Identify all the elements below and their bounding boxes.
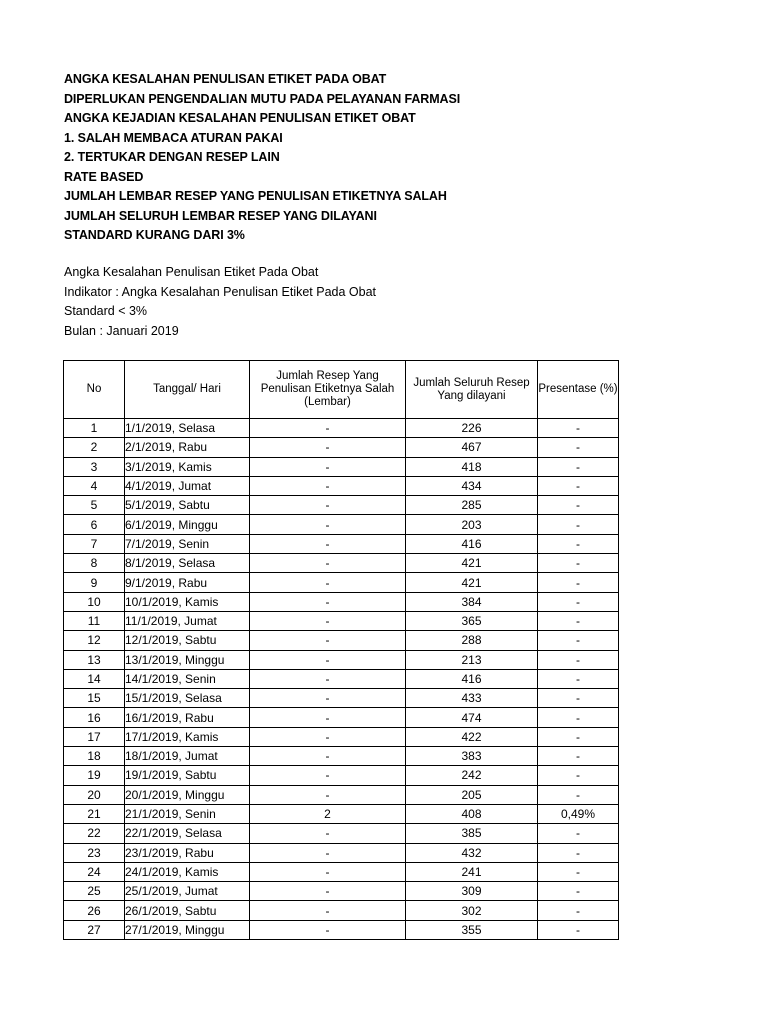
cell-no: 15 [64,689,125,708]
table-row [64,882,619,901]
cell-tanggal: 9/1/2019, Rabu [125,573,250,592]
cell-tanggal: 17/1/2019, Kamis [125,727,250,746]
cell-presentase: - [538,476,619,495]
table-row [64,573,619,592]
cell-jumlah-salah: - [250,824,406,843]
cell-jumlah-salah: - [250,785,406,804]
cell-presentase: - [538,901,619,920]
cell-no: 18 [64,747,125,766]
cell-jumlah-total: 285 [406,496,538,515]
info-title: Angka Kesalahan Penulisan Etiket Pada Obat [64,265,319,279]
cell-tanggal: 18/1/2019, Jumat [125,747,250,766]
cell-presentase: - [538,766,619,785]
cell-jumlah-total: 309 [406,882,538,901]
cell-no: 2 [64,438,125,457]
table-row [64,611,619,630]
cell-presentase: 0,49% [538,804,619,823]
table-row [64,747,619,766]
table-body [64,419,619,940]
cell-presentase: - [538,747,619,766]
table-row [64,824,619,843]
cell-tanggal: 12/1/2019, Sabtu [125,631,250,650]
cell-no: 11 [64,611,125,630]
cell-no: 26 [64,901,125,920]
cell-presentase: - [538,573,619,592]
header-title: ANGKA KESALAHAN PENULISAN ETIKET PADA OBAT [64,72,387,86]
report-header [64,70,460,246]
cell-presentase: - [538,882,619,901]
cell-no: 27 [64,920,125,939]
cell-no: 16 [64,708,125,727]
cell-jumlah-salah: - [250,438,406,457]
cell-jumlah-total: 302 [406,901,538,920]
table-row [64,669,619,688]
cell-presentase: - [538,457,619,476]
cell-jumlah-total: 213 [406,650,538,669]
cell-tanggal: 21/1/2019, Senin [125,804,250,823]
cell-no: 3 [64,457,125,476]
cell-jumlah-total: 474 [406,708,538,727]
cell-presentase: - [538,611,619,630]
table-row [64,554,619,573]
cell-no: 6 [64,515,125,534]
cell-jumlah-salah: - [250,515,406,534]
cell-jumlah-total: 467 [406,438,538,457]
cell-presentase: - [538,727,619,746]
table-row [64,766,619,785]
table-row [64,804,619,823]
cell-presentase: - [538,631,619,650]
table-row [64,920,619,939]
cell-no: 20 [64,785,125,804]
cell-tanggal: 6/1/2019, Minggu [125,515,250,534]
info-indikator: Indikator : Angka Kesalahan Penulisan Etiket Pada Obat [64,284,377,299]
cell-jumlah-total: 203 [406,515,538,534]
table-row [64,438,619,457]
cell-no: 5 [64,496,125,515]
cell-jumlah-salah: - [250,747,406,766]
cell-no: 24 [64,862,125,881]
header-jumlah-total: Jumlah Seluruh Resep Yang dilayani [406,361,538,419]
cell-tanggal: 19/1/2019, Sabtu [125,766,250,785]
cell-tanggal: 13/1/2019, Minggu [125,650,250,669]
cell-no: 25 [64,882,125,901]
cell-tanggal: 15/1/2019, Selasa [125,689,250,708]
header-line-6: RATE BASED [64,169,144,184]
cell-tanggal: 4/1/2019, Jumat [125,476,250,495]
cell-jumlah-total: 226 [406,419,538,438]
cell-presentase: - [538,554,619,573]
cell-jumlah-total: 432 [406,843,538,862]
cell-presentase: - [538,438,619,457]
cell-tanggal: 2/1/2019, Rabu [125,438,250,457]
cell-jumlah-total: 433 [406,689,538,708]
cell-tanggal: 8/1/2019, Selasa [125,554,250,573]
cell-no: 8 [64,554,125,573]
header-line-2: DIPERLUKAN PENGENDALIAN MUTU PADA PELAYANAN FARMASI [64,91,461,106]
cell-presentase: - [538,785,619,804]
cell-no: 12 [64,631,125,650]
table-row [64,534,619,553]
header-line-9: STANDARD KURANG DARI 3% [64,228,245,242]
cell-jumlah-total: 241 [406,862,538,881]
cell-presentase: - [538,515,619,534]
cell-presentase: - [538,496,619,515]
cell-jumlah-total: 421 [406,554,538,573]
report-table [63,360,619,940]
cell-jumlah-salah: - [250,882,406,901]
indicator-info [64,263,376,341]
cell-jumlah-total: 355 [406,920,538,939]
cell-tanggal: 5/1/2019, Sabtu [125,496,250,515]
cell-no: 7 [64,534,125,553]
cell-jumlah-salah: - [250,708,406,727]
cell-presentase: - [538,650,619,669]
cell-jumlah-total: 418 [406,457,538,476]
cell-jumlah-total: 421 [406,573,538,592]
table-row [64,476,619,495]
cell-jumlah-salah: - [250,534,406,553]
header-jumlah-salah: Jumlah Resep Yang Penulisan Etiketnya Salah (Lembar) [250,361,406,419]
table-row [64,862,619,881]
cell-tanggal: 7/1/2019, Senin [125,534,250,553]
header-tanggal: Tanggal/ Hari [125,361,250,419]
cell-presentase: - [538,689,619,708]
table-row [64,457,619,476]
cell-presentase: - [538,669,619,688]
cell-jumlah-salah: - [250,901,406,920]
cell-jumlah-salah: - [250,843,406,862]
cell-presentase: - [538,592,619,611]
cell-tanggal: 16/1/2019, Rabu [125,708,250,727]
cell-jumlah-total: 365 [406,611,538,630]
cell-presentase: - [538,708,619,727]
cell-no: 9 [64,573,125,592]
cell-tanggal: 3/1/2019, Kamis [125,457,250,476]
cell-jumlah-salah: - [250,592,406,611]
cell-tanggal: 26/1/2019, Sabtu [125,901,250,920]
cell-jumlah-salah: - [250,920,406,939]
header-line-7: JUMLAH LEMBAR RESEP YANG PENULISAN ETIKETNYA SALAH [64,189,447,203]
cell-tanggal: 24/1/2019, Kamis [125,862,250,881]
table-row [64,631,619,650]
table-row [64,708,619,727]
cell-presentase: - [538,534,619,553]
table-row [64,592,619,611]
cell-jumlah-salah: - [250,727,406,746]
table-row [64,419,619,438]
info-standard: Standard < 3% [64,304,148,318]
cell-jumlah-salah: - [250,669,406,688]
cell-tanggal: 14/1/2019, Senin [125,669,250,688]
cell-jumlah-total: 242 [406,766,538,785]
cell-jumlah-total: 205 [406,785,538,804]
table-row [64,650,619,669]
cell-jumlah-salah: - [250,611,406,630]
cell-presentase: - [538,862,619,881]
header-line-8: JUMLAH SELURUH LEMBAR RESEP YANG DILAYANI [64,208,377,223]
table-row [64,689,619,708]
cell-jumlah-salah: - [250,554,406,573]
cell-jumlah-total: 384 [406,592,538,611]
cell-jumlah-total: 385 [406,824,538,843]
cell-jumlah-salah: - [250,631,406,650]
cell-no: 22 [64,824,125,843]
cell-jumlah-total: 288 [406,631,538,650]
cell-jumlah-total: 416 [406,669,538,688]
cell-no: 1 [64,419,125,438]
table-row [64,785,619,804]
cell-tanggal: 20/1/2019, Minggu [125,785,250,804]
table-row [64,727,619,746]
cell-presentase: - [538,419,619,438]
cell-tanggal: 23/1/2019, Rabu [125,843,250,862]
table-row [64,515,619,534]
cell-no: 14 [64,669,125,688]
cell-tanggal: 10/1/2019, Kamis [125,592,250,611]
header-presentase: Presentase (%) [538,361,619,419]
table-row [64,843,619,862]
cell-no: 21 [64,804,125,823]
cell-no: 17 [64,727,125,746]
cell-no: 19 [64,766,125,785]
cell-presentase: - [538,920,619,939]
header-line-5: 2. TERTUKAR DENGAN RESEP LAIN [64,150,280,164]
cell-jumlah-salah: - [250,689,406,708]
cell-tanggal: 25/1/2019, Jumat [125,882,250,901]
cell-jumlah-salah: 2 [250,804,406,823]
cell-tanggal: 11/1/2019, Jumat [125,611,250,630]
table-header-row [64,361,619,419]
cell-jumlah-salah: - [250,419,406,438]
cell-jumlah-salah: - [250,457,406,476]
cell-jumlah-total: 422 [406,727,538,746]
cell-jumlah-salah: - [250,650,406,669]
cell-jumlah-salah: - [250,862,406,881]
cell-tanggal: 22/1/2019, Selasa [125,824,250,843]
cell-jumlah-salah: - [250,496,406,515]
header-line-3: ANGKA KEJADIAN KESALAHAN PENULISAN ETIKET OBAT [64,111,416,125]
table-row [64,496,619,515]
cell-no: 10 [64,592,125,611]
cell-presentase: - [538,843,619,862]
cell-jumlah-total: 416 [406,534,538,553]
cell-no: 4 [64,476,125,495]
cell-jumlah-total: 408 [406,804,538,823]
cell-no: 13 [64,650,125,669]
cell-jumlah-salah: - [250,766,406,785]
cell-jumlah-salah: - [250,476,406,495]
table-row [64,901,619,920]
cell-no: 23 [64,843,125,862]
header-no: No [64,361,125,419]
cell-tanggal: 1/1/2019, Selasa [125,419,250,438]
info-bulan: Bulan : Januari 2019 [64,323,179,338]
cell-jumlah-total: 383 [406,747,538,766]
cell-jumlah-total: 434 [406,476,538,495]
header-line-4: 1. SALAH MEMBACA ATURAN PAKAI [64,130,283,145]
cell-presentase: - [538,824,619,843]
cell-tanggal: 27/1/2019, Minggu [125,920,250,939]
cell-jumlah-salah: - [250,573,406,592]
